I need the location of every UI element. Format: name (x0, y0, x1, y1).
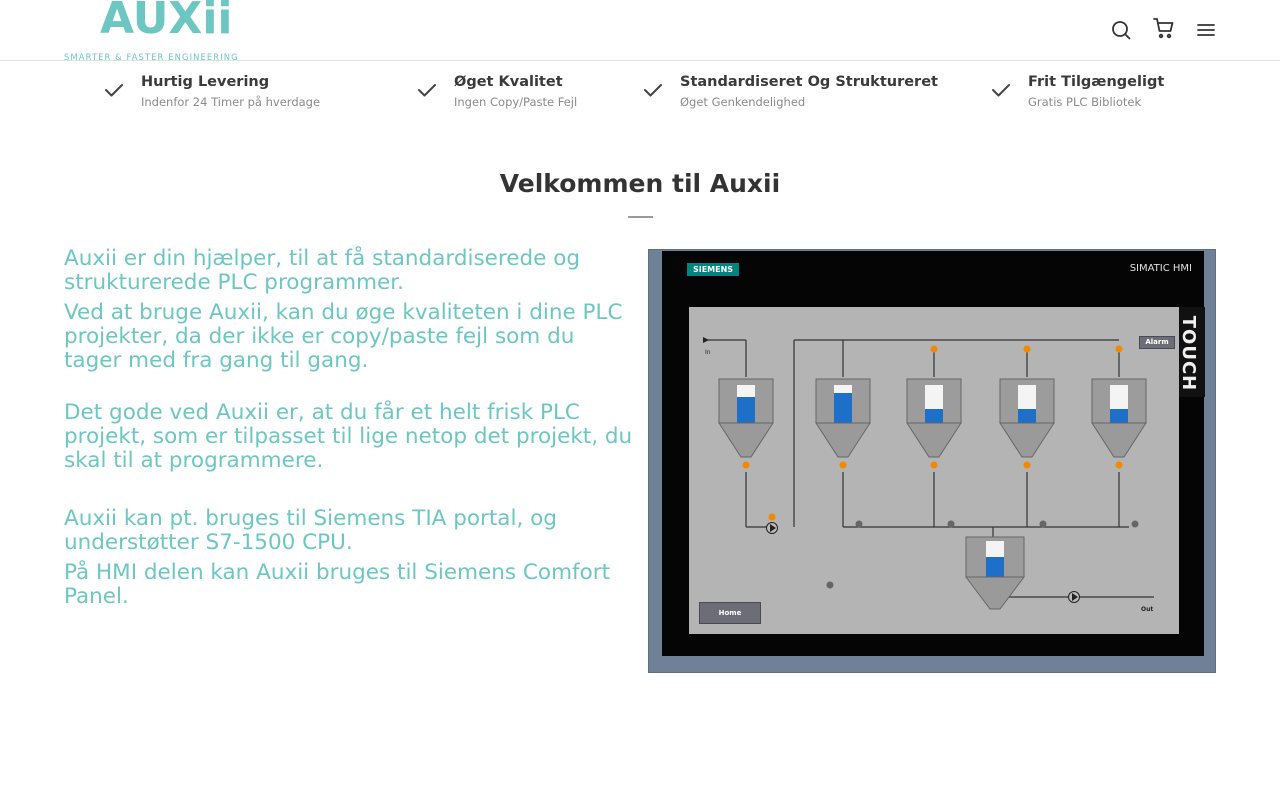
intro-paragraph: Ved at bruge Auxii, kan du øge kvaliteten i dine PLC projekter, da der ikke er copy/paste fejl som du tager med fra gang til gang. (64, 300, 623, 373)
hmi-process-canvas (689, 307, 1179, 634)
hmi-screen (662, 251, 1204, 656)
touch-text: TOUCH (1178, 315, 1200, 392)
cart-icon[interactable] (1152, 16, 1176, 40)
logo-text: AUXii (100, 0, 233, 44)
check-icon (989, 78, 1013, 102)
process-diagram (689, 307, 1179, 634)
logo[interactable] (64, 0, 266, 61)
check-icon (102, 78, 126, 102)
hmi-brand-logo: SIEMENS (687, 263, 739, 276)
page-title: Velkommen til Auxii (499, 169, 781, 198)
outlet-label: Out (1141, 606, 1154, 613)
feature-subtitle: Indenfor 24 Timer på hverdage (141, 95, 321, 109)
feature-subtitle: Ingen Copy/Paste Fejl (454, 95, 578, 109)
menu-icon[interactable] (1194, 18, 1218, 42)
feature-title: Øget Kvalitet (454, 74, 563, 90)
hmi-model-label: SIMATIC HMI (1129, 263, 1192, 274)
inlet-label: In (705, 349, 711, 356)
intro-paragraph: Det gode ved Auxii er, at du får et helt frisk PLC projekt, som er tilpasset til lige netop det projekt, du skal til at programmere. (64, 400, 633, 473)
title-divider (628, 216, 653, 218)
search-icon[interactable] (1109, 18, 1133, 42)
feature-subtitle: Gratis PLC Bibliotek (1028, 95, 1142, 109)
intro-paragraph: Auxii er din hjælper, til at få standardiserede og strukturerede PLC programmer. (64, 246, 580, 295)
feature-title: Standardiseret Og Struktureret (680, 74, 938, 90)
check-icon (641, 78, 665, 102)
hmi-panel-image (648, 249, 1216, 673)
intro-text (64, 247, 634, 609)
tank-row (719, 379, 1146, 609)
feature-title: Hurtig Levering (141, 74, 270, 90)
check-icon (415, 78, 439, 102)
intro-paragraph: På HMI delen kan Auxii bruges til Siemens Comfort Panel. (64, 560, 611, 609)
hmi-touch-label (1179, 307, 1205, 397)
alarm-button: Alarm (1139, 336, 1175, 349)
home-button: Home (699, 602, 761, 624)
site-header (0, 0, 1280, 61)
intro-paragraph: Auxii kan pt. bruges til Siemens TIA portal, og understøtter S7-1500 CPU. (64, 506, 557, 555)
feature-subtitle: Øget Genkendelighed (680, 95, 806, 109)
logo-tagline: SMARTER & FASTER ENGINEERING (64, 52, 239, 62)
feature-title: Frit Tilgængeligt (1028, 74, 1165, 90)
